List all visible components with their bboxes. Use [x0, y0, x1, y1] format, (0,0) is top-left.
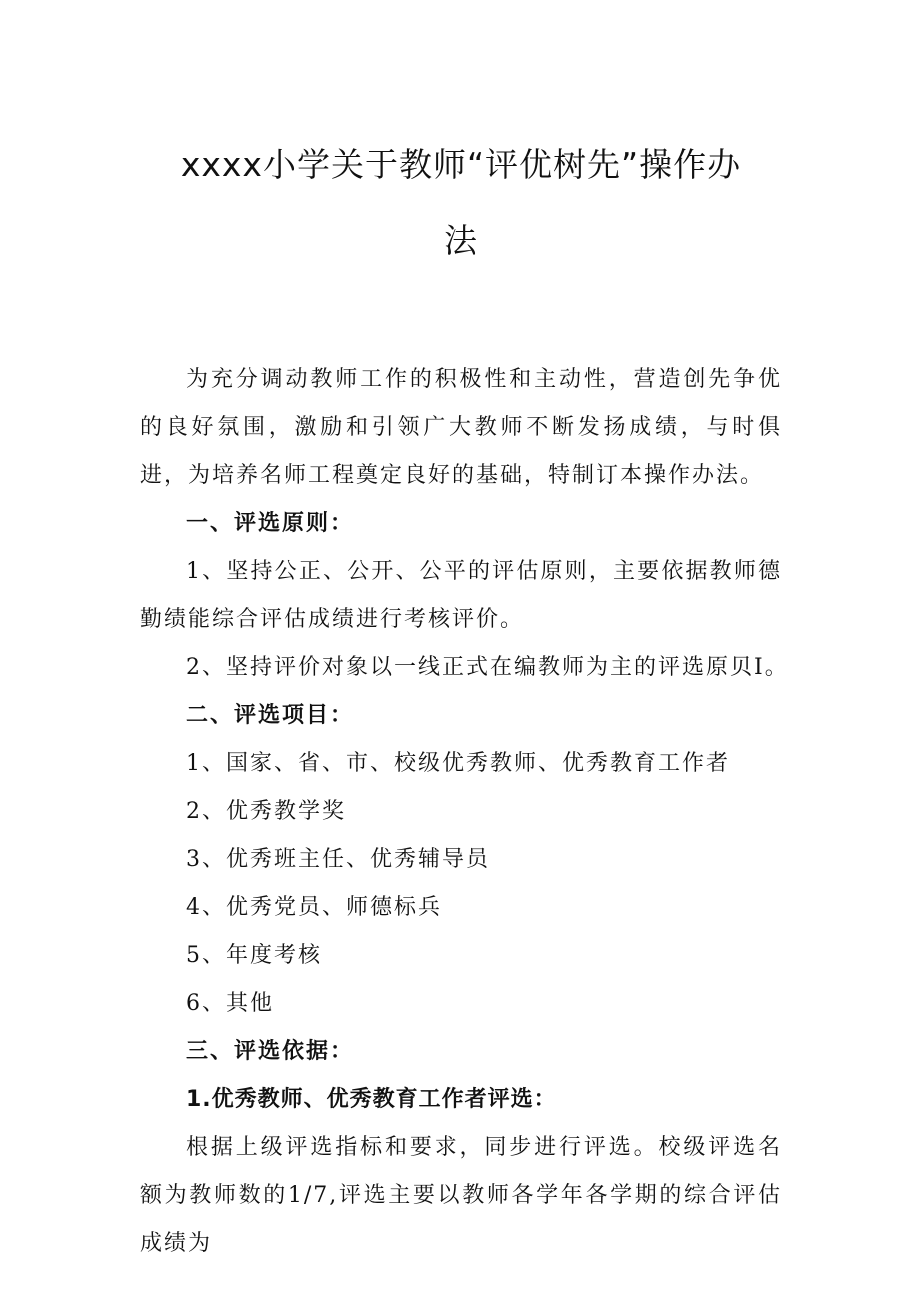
title-line-1: xxxx小学关于教师“评优树先”操作办	[180, 145, 742, 184]
section-3-subheading: 1.优秀教师、优秀教育工作者评选：	[186, 1087, 557, 1112]
section-2-item-2: 2、优秀教学奖	[186, 799, 346, 824]
section-2-item-5: 5、年度考核	[186, 943, 322, 968]
section-2-heading: 二、评选项目：	[186, 703, 355, 728]
section-1-item-1: 1、坚持公正、公开、公平的评估原则，主要依据教师德勤绩能综合评估成绩进行考核评价。	[140, 559, 782, 632]
section-1-item-2: 2、坚持评价对象以一线正式在编教师为主的评选原贝I。	[186, 655, 789, 680]
title-line-2: 法	[444, 221, 478, 260]
document-body	[140, 356, 789, 1268]
section-2-item-6: 6、其他	[186, 991, 274, 1016]
section-2-item-4: 4、优秀党员、师德标兵	[186, 895, 442, 920]
section-2-item-1: 1、国家、省、市、校级优秀教师、优秀教育工作者	[186, 751, 730, 776]
section-2-item-3: 3、优秀班主任、优秀辅导员	[186, 847, 490, 872]
section-3-paragraph: 根据上级评选指标和要求，同步进行评选。校级评选名额为教师数的1/7,评选主要以教师各学年各学期的综合评估成绩为	[140, 1135, 782, 1256]
section-3-heading: 三、评选依据：	[186, 1039, 355, 1064]
document-title	[140, 0, 782, 279]
intro-paragraph: 为充分调动教师工作的积极性和主动性，营造创先争优的良好氛围，激励和引领广大教师不断发扬成绩，与时俱进，为培养名师工程奠定良好的基础，特制订本操作办法。	[140, 367, 782, 488]
section-1-heading: 一、评选原则：	[186, 511, 355, 536]
